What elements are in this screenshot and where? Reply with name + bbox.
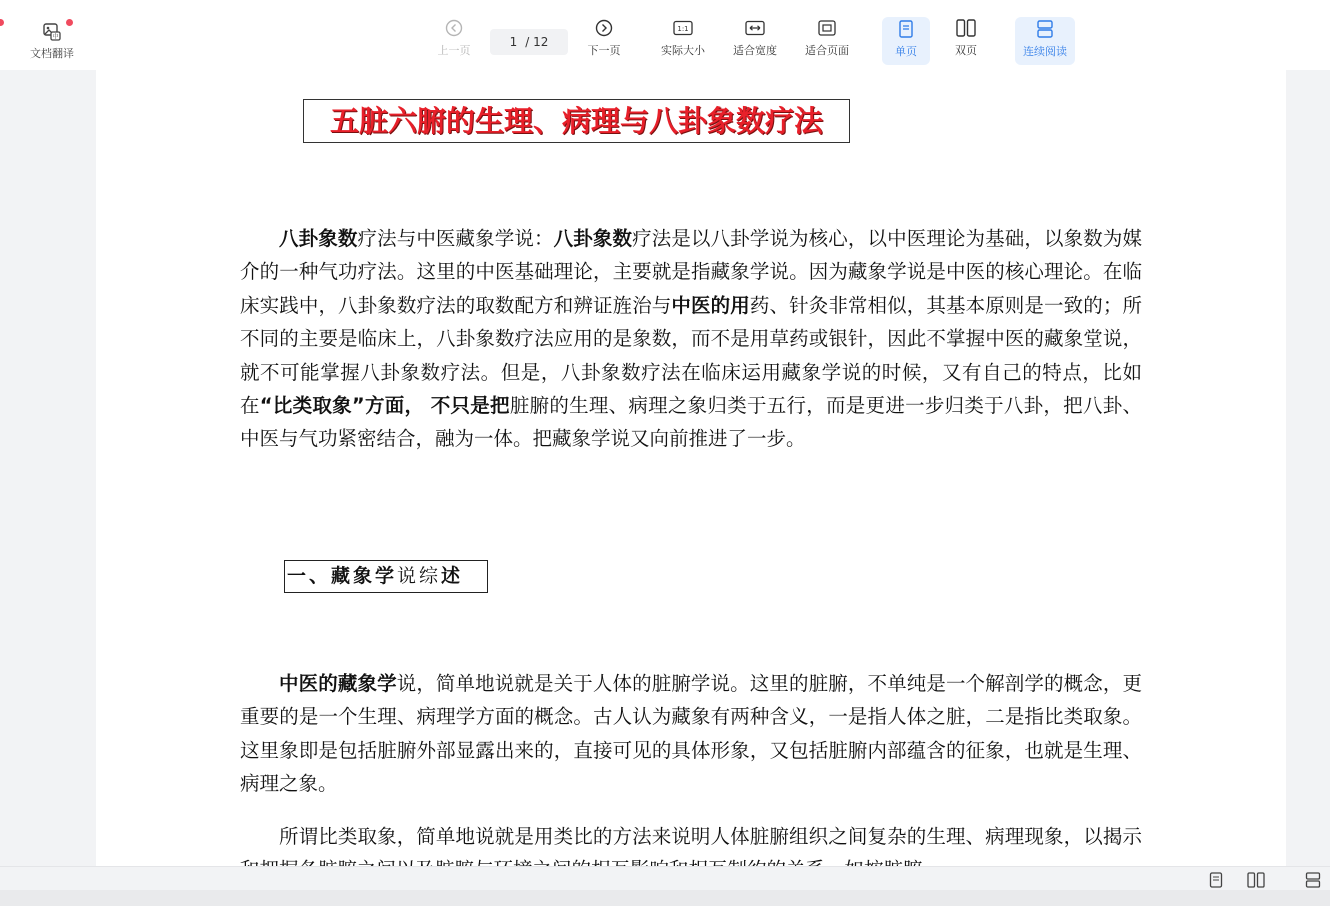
chevron-left-circle-icon — [432, 18, 476, 38]
translate-button[interactable] — [22, 22, 82, 61]
double-page-icon — [944, 18, 988, 38]
fit-page-label: 适合页面 — [805, 44, 849, 57]
bottom-strip — [0, 890, 1330, 906]
bold-text: 八卦象数 — [553, 227, 633, 250]
single-page-button[interactable] — [882, 17, 930, 65]
body-text: 疗法与中医藏象学说： — [357, 227, 554, 250]
toolbar — [0, 0, 1330, 70]
bold-text: 一、藏象学 — [287, 565, 398, 587]
body-text: 疗法是以八卦学说为核心，以中医理论为基础，以象数为媒介的一种气功疗法。这里的中医基础理论，主要就是指藏象学说。因为藏象学说是中医的核心理论。在临床实践中，八卦象数疗法的取数配方和辨证旌治与 — [240, 227, 1142, 317]
body-text: 说综 — [397, 565, 442, 587]
fit-page-icon — [800, 18, 854, 38]
single-page-icon — [882, 19, 930, 39]
body-text: 脏腑的生理、病理之象归类于五行，而是更进一步归类于八卦，把八卦、中医与气功紧密结合，融为一体。把藏象学说又向前推进了一步。 — [240, 394, 1142, 451]
continuous-read-icon — [1015, 19, 1075, 39]
translate-icon — [41, 22, 63, 42]
double-page-button[interactable] — [944, 18, 988, 66]
page-number-box[interactable] — [490, 29, 568, 55]
bold-text: 八卦象数 — [279, 227, 358, 250]
double-page-label: 双页 — [955, 44, 977, 57]
translate-label: 文档翻译 — [30, 47, 74, 60]
document-page — [96, 70, 1286, 866]
fit-width-icon — [728, 18, 782, 38]
actual-size-icon — [656, 18, 710, 38]
body-text: 所谓比类取象，简单地说就是用类比的方法来说明人体脏腑组织之间复杂的生理、病理现象，以揭示 — [279, 825, 1142, 848]
body-text: 药、针灸非常相似，其基本原则是一致的；所不同的主要是临床上，八卦象数疗法应用的是象数，而不是用草药或银针，因此不掌握中医的藏象堂说，就不可能掌握八卦象数疗法。但是，八卦象数疗法在临床运用藏象学说的时候，又有自己的特点，比如在 — [240, 293, 1142, 418]
fit-width-button[interactable] — [728, 18, 782, 66]
translate-badge — [66, 19, 73, 26]
notification-dot — [0, 19, 4, 26]
actual-size-button[interactable] — [656, 18, 710, 66]
single-page-label: 单页 — [895, 45, 917, 58]
paragraph-1 — [240, 222, 1142, 456]
page-current-input[interactable]: 1 — [509, 35, 518, 49]
section-heading — [284, 560, 488, 593]
chevron-right-circle-icon — [582, 18, 626, 38]
svg-text:1:1: 1:1 — [677, 25, 689, 33]
double-page-icon[interactable] — [1247, 872, 1265, 888]
actual-size-label: 实际大小 — [661, 44, 705, 57]
bold-text: 不只是把 — [430, 394, 510, 418]
continuous-read-label: 连续阅读 — [1023, 45, 1067, 58]
single-page-icon[interactable] — [1209, 872, 1223, 888]
svg-text:中: 中 — [52, 33, 59, 41]
prev-page-button[interactable] — [432, 18, 476, 66]
continuous-read-button[interactable] — [1015, 17, 1075, 65]
next-page-label: 下一页 — [587, 44, 621, 57]
bold-text: 中医的用 — [671, 293, 750, 317]
status-bar — [0, 866, 1330, 890]
page-total: / 12 — [525, 35, 549, 49]
paragraph-2 — [240, 667, 1142, 801]
fit-page-button[interactable] — [800, 18, 854, 66]
bold-text: 述 — [441, 565, 464, 587]
body-text: 说，简单地说就是关于人体的脏腑学说。这里的脏腑，不单纯是一个解剖学的概念，更重要的是一个生理、病理学方面的概念。古人认为藏象有两种含义，一是指人体之脏，二是指比类取象。这里象即是包括脏腑外部显露出来的，直接可见的具体形象，又包括脏腑内部蕴含的征象，也就是生理、病理之象。 — [240, 672, 1142, 796]
continuous-icon[interactable] — [1305, 872, 1321, 888]
bold-text: 中医的藏象学 — [279, 672, 397, 695]
document-title: 五脏六腑的生理、病理与八卦象数疗法 — [303, 99, 850, 143]
prev-page-label: 上一页 — [437, 44, 471, 57]
fit-width-label: 适合宽度 — [733, 44, 777, 57]
next-page-button[interactable] — [582, 18, 626, 66]
bold-text: “比类取象”方面， — [259, 394, 425, 418]
